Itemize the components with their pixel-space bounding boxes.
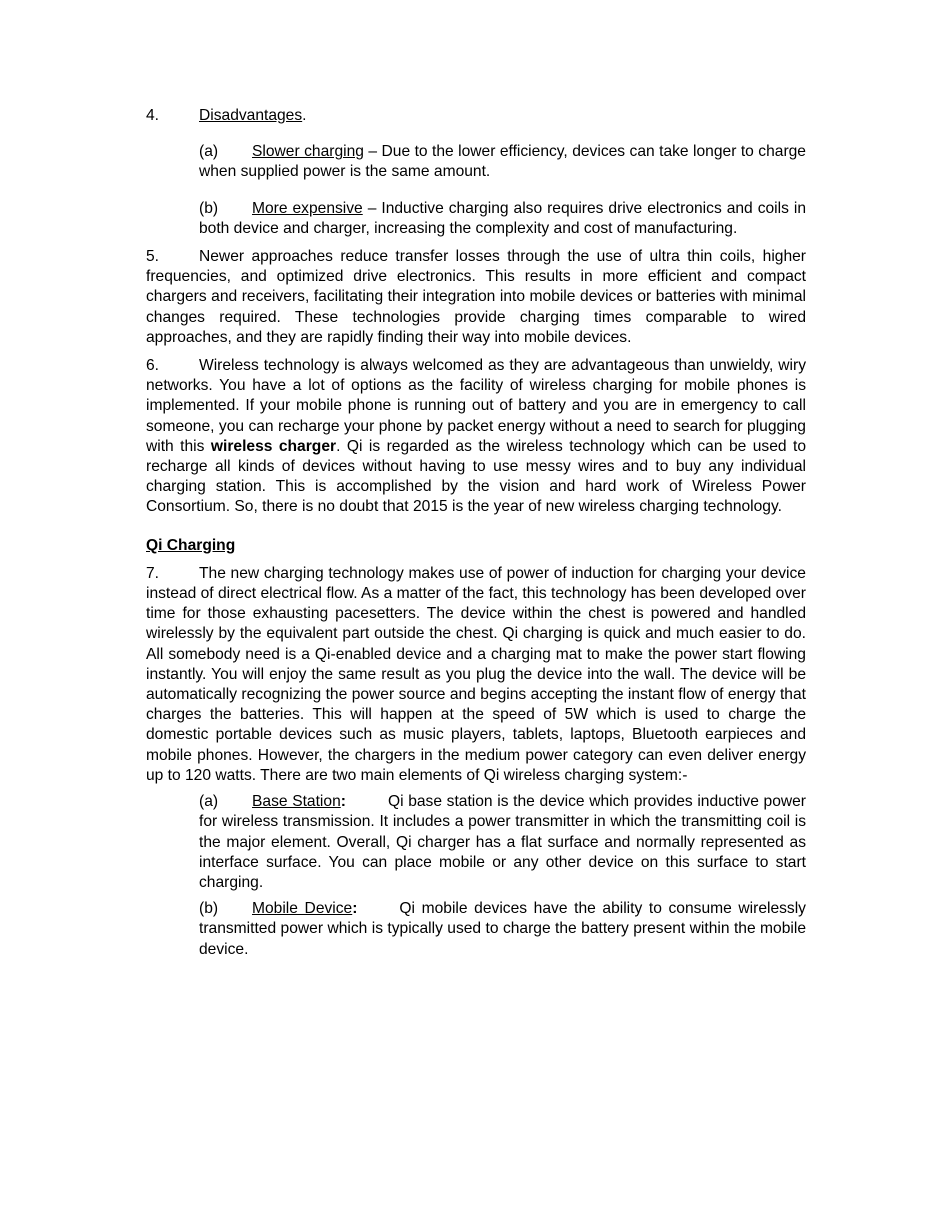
para7-item-b-text: Qi mobile devices have the ability to consume wirelessly transmitted power which is typically used to charge the battery present within the mobile device. bbox=[199, 900, 806, 958]
para4-item-b bbox=[199, 199, 806, 239]
para4-item-b-label: (b) bbox=[199, 199, 219, 217]
para7-item-b-term: Mobile Device bbox=[252, 900, 353, 918]
para4-item-b-text: – Inductive charging also requires drive electronics and coils in both device and charger, increasing the complexity and cost of manufacturing. bbox=[199, 199, 807, 237]
para4-heading bbox=[146, 106, 806, 126]
para4-item-b-term: More expensive bbox=[252, 199, 363, 217]
para5-number: 5. bbox=[146, 248, 160, 266]
para7-item-b-colon: : bbox=[352, 900, 358, 918]
qi-charging-heading: Qi Charging bbox=[146, 536, 236, 554]
para7-item-b bbox=[199, 899, 806, 960]
para4-item-a-label: (a) bbox=[199, 143, 219, 161]
para4-item-a-term: Slower charging bbox=[252, 143, 364, 161]
para7-number: 7. bbox=[146, 564, 160, 582]
para7-item-a-label: (a) bbox=[199, 793, 219, 811]
document-page bbox=[146, 106, 806, 960]
para7-text: The new charging technology makes use of power of induction for charging your device instead of direct electrical flow. As a matter of the fact, this technology has been developed over time for those exhausting pacesetters. The device within the chest is powered and handled wirelessly by the equivalent part outside the chest. Qi charging is quick and much easier to do. All somebody need is a Qi-enabled device and a charging mat to make the power start flowing instantly. You will enjoy the same result as you plug the device into the wall. The device will be automatically recognizing the power source and begins accepting the instant flow of energy that charges the batteries. This will happen at the speed of 5W which is used to charge the domestic portable devices such as music players, tablets, laptops, Bluetooth earpieces and mobile phones. However, the chargers in the medium power category can even deliver energy up to 120 watts. There are two main elements of Qi wireless charging system:- bbox=[146, 564, 806, 784]
para7-item-a-text: Qi base station is the device which provides inductive power for wireless transmission. It includes a power transmitter in which the transmitting coil is the major element. Overall, Qi charger has a flat surface and normally represented as interface surface. You can place mobile or any other device on this surface to start charging. bbox=[199, 793, 806, 891]
para6-text-after: . Qi is regarded as the wireless technology which can be used to recharge all kinds of devices without having to use messy wires and to buy any individual charging station. This is accomplished by the vision and hard work of Wireless Power Consortium. So, there is no doubt that 2015 is the year of new wireless charging technology. bbox=[146, 437, 806, 516]
para7-item-b-label: (b) bbox=[199, 900, 219, 918]
para6-text-before: Wireless technology is always welcomed as they are advantageous than unwieldy, wiry networks. You have a lot of options as the facility of wireless charging for mobile phones is implemented. If your mobile phone is running out of battery and you are in emergency to call someone, you can recharge your phone by packet energy without a need to search for plugging with this bbox=[146, 357, 806, 455]
para6-number: 6. bbox=[146, 357, 160, 375]
para5 bbox=[146, 247, 806, 348]
para4-number: 4. bbox=[146, 107, 160, 124]
para7 bbox=[146, 564, 806, 786]
para4-title-suffix: . bbox=[302, 107, 307, 124]
para4-item-a-text: – Due to the lower efficiency, devices can take longer to charge when supplied power is the same amount. bbox=[199, 143, 806, 181]
para4-item-a bbox=[199, 142, 806, 182]
para6 bbox=[146, 356, 806, 518]
para5-text: Newer approaches reduce transfer losses through the use of ultra thin coils, higher frequencies, and optimized drive electronics. This results in more efficient and compact chargers and receivers, facilitating their integration into mobile devices or batteries with minimal changes required. These technologies provide charging times comparable to wired approaches, and they are rapidly finding their way into mobile devices. bbox=[146, 248, 806, 346]
para7-item-a bbox=[199, 792, 806, 893]
para7-item-a-colon: : bbox=[340, 793, 346, 811]
para6-bold-text: wireless charger bbox=[210, 437, 337, 455]
para4-title: Disadvantages bbox=[199, 107, 303, 124]
para7-item-a-term: Base Station bbox=[252, 793, 341, 811]
